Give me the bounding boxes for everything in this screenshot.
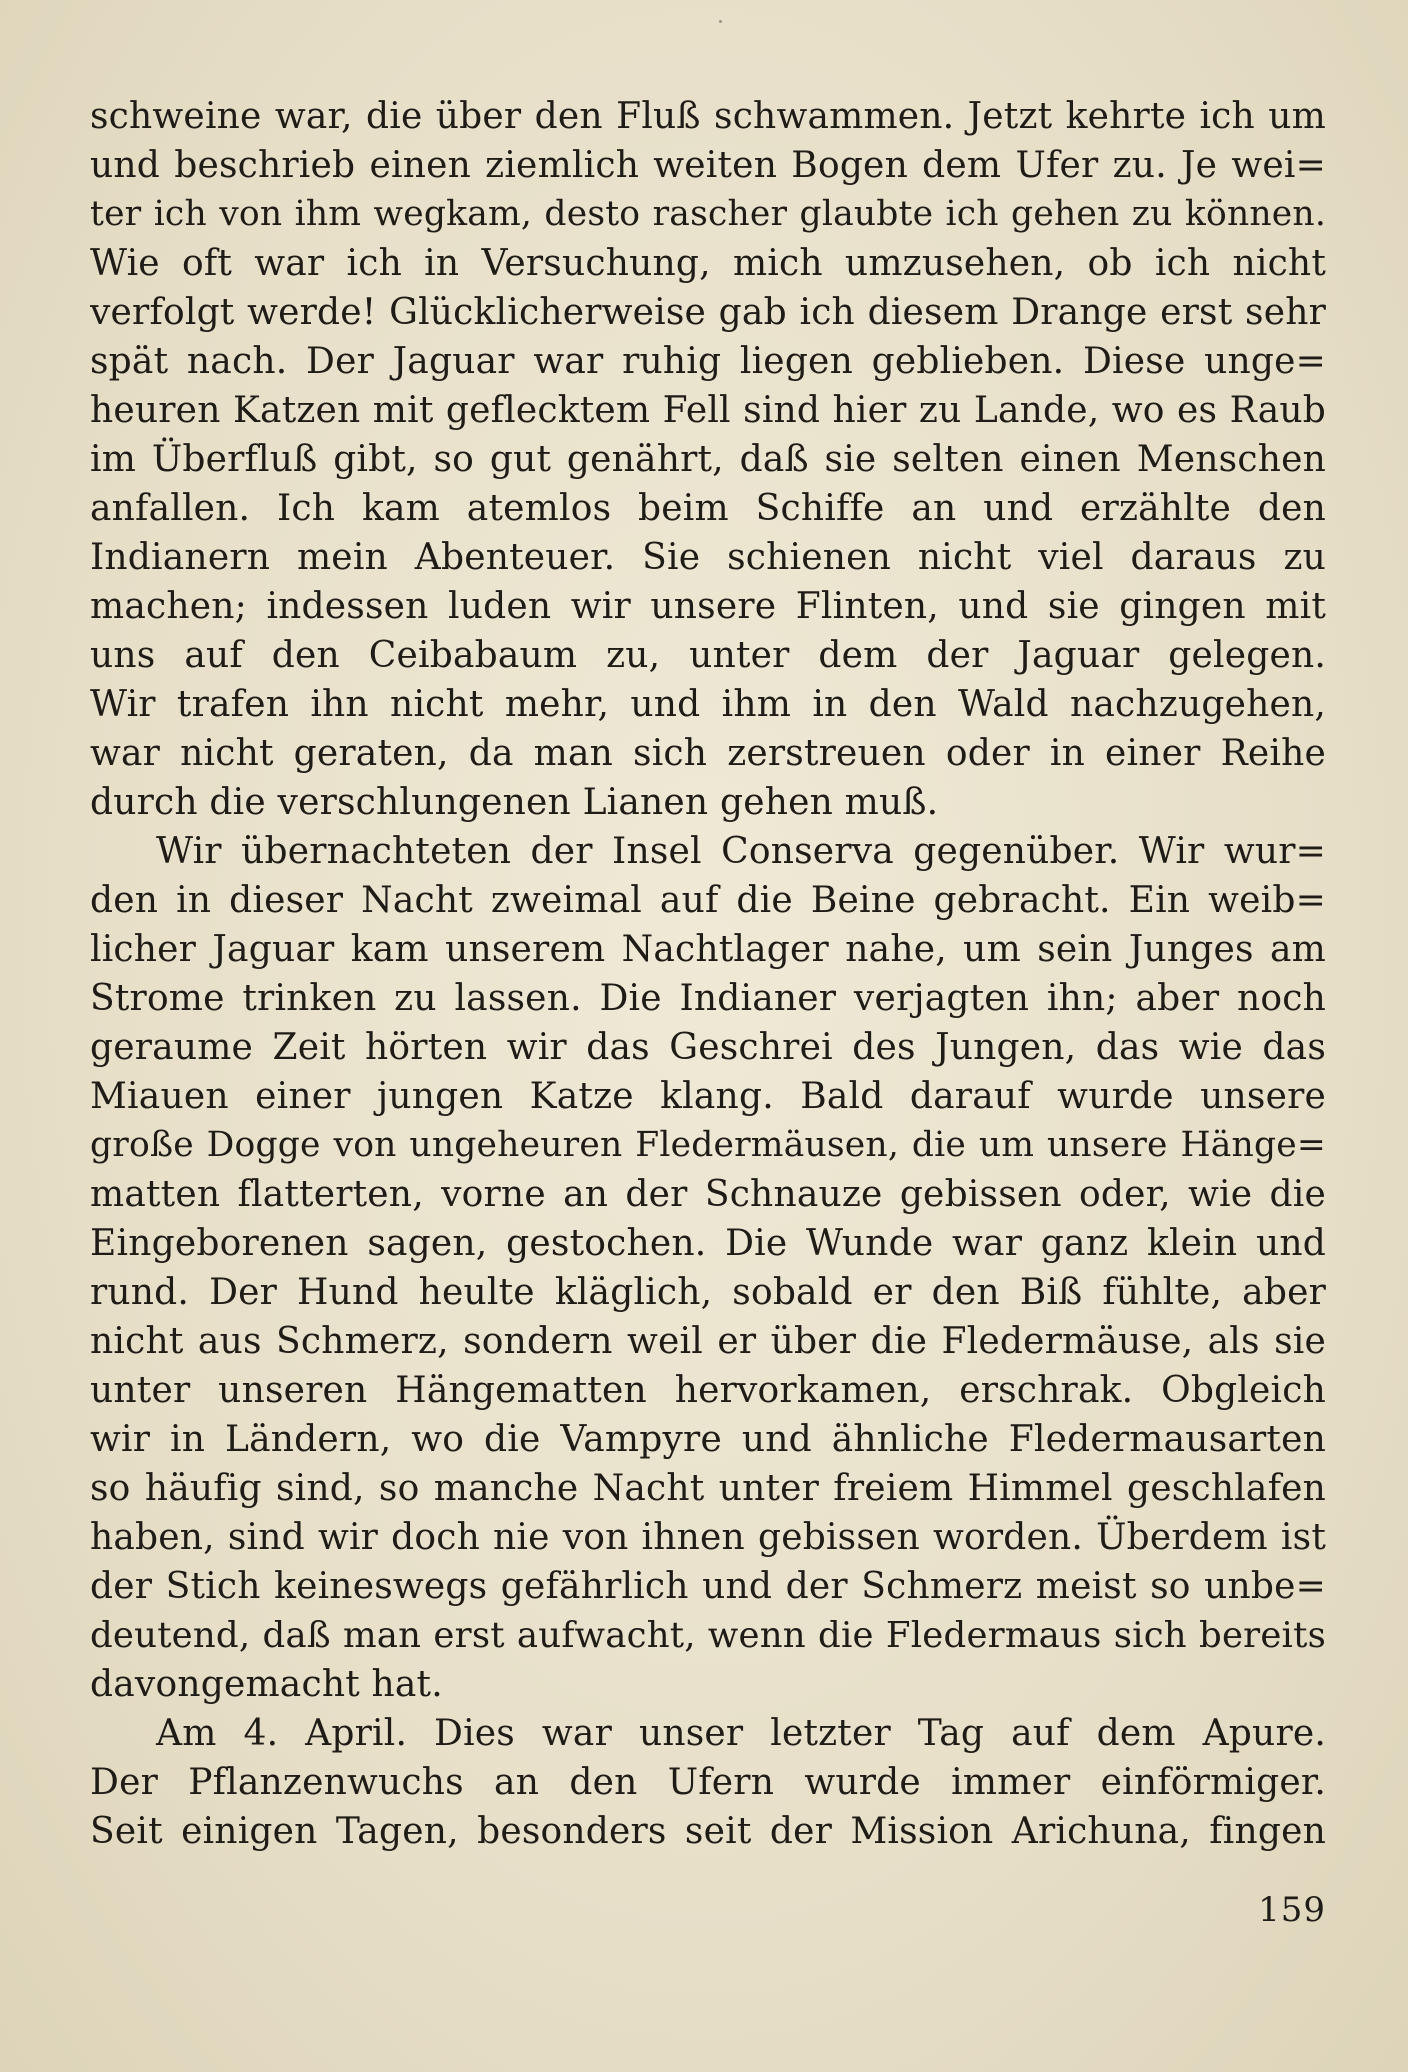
- text-line: war nicht geraten, da man sich zerstreuen oder in einer Reihe: [90, 733, 1326, 774]
- text-line: licher Jaguar kam unserem Nachtlager nahe, um sein Junges am: [90, 929, 1326, 970]
- text-line: wir in Ländern, wo die Vampyre und ähnliche Fledermausarten: [90, 1419, 1326, 1460]
- text-line: durch die verschlungenen Lianen gehen muß.: [90, 782, 939, 823]
- text-line: und beschrieb einen ziemlich weiten Bogen dem Ufer zu. Je wei=: [90, 145, 1326, 186]
- text-line: Eingeborenen sagen, gestochen. Die Wunde war ganz klein und: [90, 1223, 1326, 1264]
- text-line: davongemacht hat.: [90, 1664, 443, 1705]
- text-line: Der Pflanzenwuchs an den Ufern wurde immer einförmiger.: [90, 1762, 1326, 1803]
- text-line: der Stich keineswegs gefährlich und der Schmerz meist so unbe=: [90, 1566, 1326, 1607]
- text-line: Miauen einer jungen Katze klang. Bald darauf wurde unsere: [90, 1076, 1326, 1117]
- text-line: deutend, daß man erst aufwacht, wenn die Fledermaus sich bereits: [90, 1615, 1326, 1656]
- text-line: so häufig sind, so manche Nacht unter freiem Himmel geschlafen: [90, 1468, 1326, 1509]
- text-line: rund. Der Hund heulte kläglich, sobald er den Biß fühlte, aber: [90, 1272, 1326, 1313]
- text-line: Wie oft war ich in Versuchung, mich umzusehen, ob ich nicht: [90, 243, 1326, 284]
- text-line: machen; indessen luden wir unsere Flinten, und sie gingen mit: [90, 586, 1326, 627]
- text-line: im Überfluß gibt, so gut genährt, daß sie selten einen Menschen: [90, 439, 1326, 480]
- text-line: anfallen. Ich kam atemlos beim Schiffe an und erzählte den: [90, 488, 1326, 529]
- text-line: Indianern mein Abenteuer. Sie schienen nicht viel daraus zu: [90, 537, 1326, 578]
- text-line: nicht aus Schmerz, sondern weil er über die Fledermäuse, als sie: [90, 1321, 1326, 1362]
- text-line: spät nach. Der Jaguar war ruhig liegen geblieben. Diese unge=: [90, 341, 1326, 382]
- page-number: 159: [1258, 1890, 1326, 1930]
- body-text: [90, 92, 1326, 1856]
- paper-speck: [719, 20, 722, 23]
- text-line: matten flatterten, vorne an der Schnauze gebissen oder, wie die: [90, 1174, 1326, 1215]
- text-line: den in dieser Nacht zweimal auf die Beine gebracht. Ein weib=: [90, 880, 1326, 921]
- text-line: große Dogge von ungeheuren Fledermäusen, die um unsere Hänge=: [90, 1125, 1326, 1165]
- text-line: Wir übernachteten der Insel Conserva gegenüber. Wir wur=: [156, 831, 1326, 872]
- text-line: verfolgt werde! Glücklicherweise gab ich diesem Drange erst sehr: [90, 292, 1326, 333]
- text-line: ter ich von ihm wegkam, desto rascher glaubte ich gehen zu können.: [90, 194, 1326, 234]
- text-line: heuren Katzen mit geflecktem Fell sind hier zu Lande, wo es Raub: [90, 390, 1326, 431]
- text-line: geraume Zeit hörten wir das Geschrei des Jungen, das wie das: [90, 1027, 1326, 1068]
- text-line: Seit einigen Tagen, besonders seit der Mission Arichuna, fingen: [90, 1811, 1326, 1852]
- text-line: Strome trinken zu lassen. Die Indianer verjagten ihn; aber noch: [90, 978, 1326, 1019]
- text-line: schweine war, die über den Fluß schwammen. Jetzt kehrte ich um: [90, 96, 1326, 137]
- text-line: unter unseren Hängematten hervorkamen, erschrak. Obgleich: [90, 1370, 1326, 1411]
- text-line: haben, sind wir doch nie von ihnen gebissen worden. Überdem ist: [90, 1517, 1326, 1558]
- text-line: Wir trafen ihn nicht mehr, und ihm in den Wald nachzugehen,: [90, 684, 1326, 725]
- text-line: Am 4. April. Dies war unser letzter Tag auf dem Apure.: [156, 1713, 1326, 1754]
- text-line: uns auf den Ceibabaum zu, unter dem der Jaguar gelegen.: [90, 635, 1326, 676]
